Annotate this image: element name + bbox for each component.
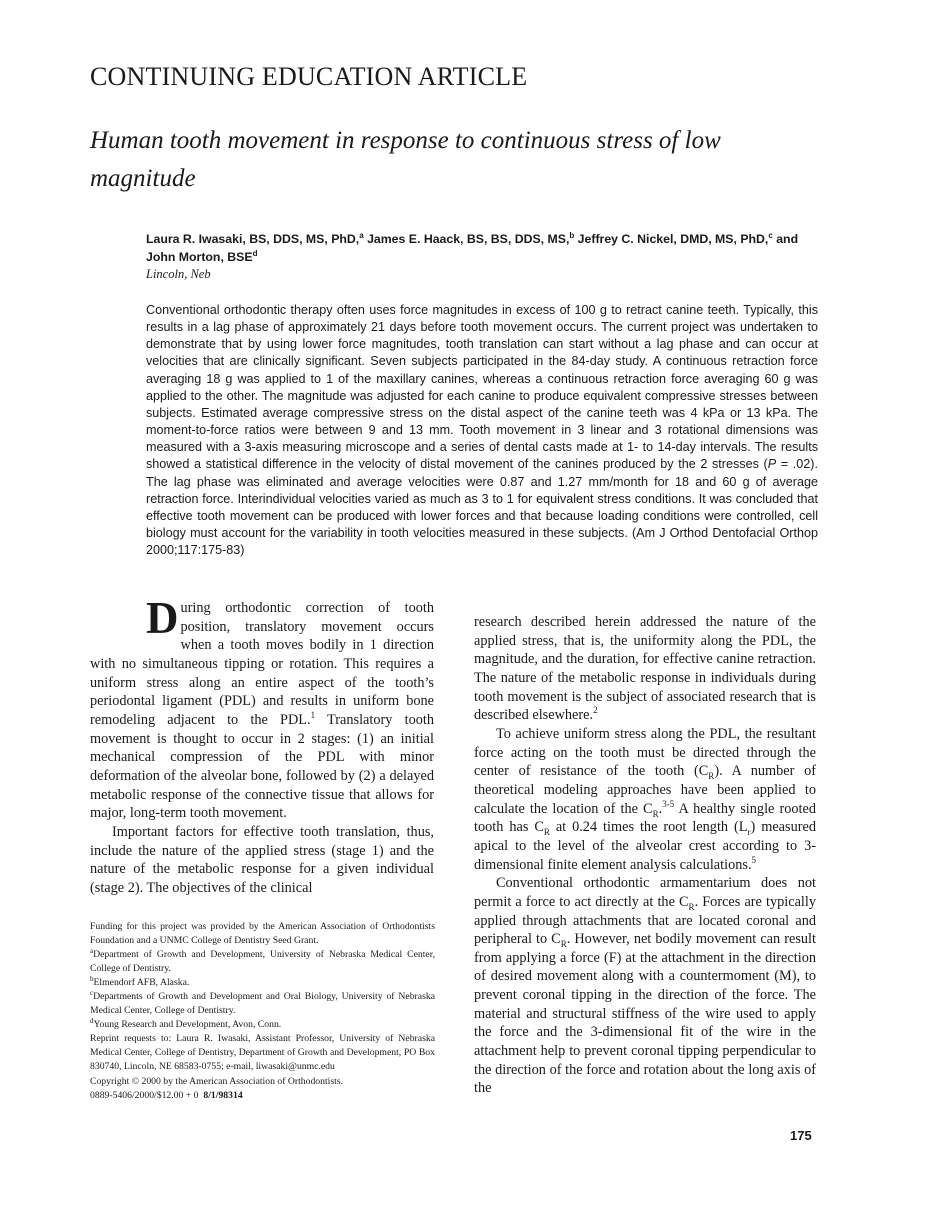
subscript: R xyxy=(652,808,659,819)
page-number: 175 xyxy=(790,1128,812,1143)
abstract-text: = .02). The lag phase was eliminated and average velocities were 0.87 and 1.27 mm/month for 18 and 60 g of average retraction force. Interindividual velocities varied as much as 3 to 1 for equivalent stress conditions. It was concluded that effective tooth movement can be produced with lower forces and that because loading conditions were controlled, cell biology must account for the variability in tooth velocities measured in these subjects. (Am J Orthod Dentofacial Orthop 2000;117:175-83) xyxy=(146,457,818,558)
body-text: . Forces are typically applied through attachments that are located coronal and peripheral to C xyxy=(474,893,817,948)
body-text: at 0.24 times the root length (L xyxy=(549,819,748,836)
abstract-text: Conventional orthodontic therapy often uses force magnitudes in excess of 100 g to retract canine teeth. Typically, this results in a lag phase of approximately 21 days before tooth movement occurs. The current project was undertaken to demonstrate that by using lower force magnitudes, tooth translation can start without a lag phase and can occur at velocities that are clinically significant. Seven subjects participated in the 84-day study. A continuous retraction force averaging 18 g was applied to 1 of the maxillary canines, whereas a continuous retraction force averaging 60 g was applied to the other. The magnitude was adjusted for each canine to produce equivalent compressive stresses between subjects. Estimated average compressive stress on the distal aspect of the canine teeth was 4 kPa or 13 kPa. The moment-to-force ratios were between 9 and 13 mm. Tooth movement in 3 linear and 3 rotational dimensions was measured with a 3-axis measuring microscope and a series of dental casts made at 1- to 14-day intervals. The results showed a statistical difference in the velocity of distal movement of the canines produced by the 2 stresses ( xyxy=(146,303,818,472)
footnote-copyright: Copyright © 2000 by the American Association of Orthodontists. xyxy=(90,1075,344,1087)
footnote-text: 0889-5406/2000/$12.00 + 0 xyxy=(90,1089,204,1101)
body-text: Conventional orthodontic armamentarium does not permit a force to act directly at the C xyxy=(474,875,816,910)
body-text: research described herein addressed the nature of the applied stress, that is, the uniformity along the PDL, the magnitude, and the duration, for effective canine retraction. The nature of the metabolic response in individuals during tooth movement is the subject of associated research that is described elsewhere. xyxy=(474,614,816,724)
body-paragraph: Important factors for effective tooth translation, thus, include the nature of the applied stress (stage 1) and the nature of the metabolic response for a given individual (stage 2). The objectives of the clinical xyxy=(90,823,434,896)
body-column-left xyxy=(90,593,434,898)
body-paragraph xyxy=(474,874,816,1098)
body-column-right xyxy=(474,613,816,1098)
affiliation-mark: d xyxy=(90,1017,94,1026)
author-name: Laura R. Iwasaki, BS, DDS, MS, PhD, xyxy=(146,232,360,246)
footnote-affiliation xyxy=(90,990,435,1018)
footnote-affiliation xyxy=(90,948,435,976)
body-text: . However, net bodily movement can result from applying a force (F) at the attachment in the direction of desired movement along with a countermoment (M), to prevent coronal tipping in the direction of the force. The material and structural stiffness of the wire used to apply the force and the 3-dimensional fit of the wire in the attachment help to prevent coronal tipping perpendicular to the direction of the force and rotation about the long axis of the xyxy=(474,931,816,1097)
footnote-text: Department of Growth and Development, University of Nebraska Medical Center, College of Dentistry. xyxy=(90,949,435,975)
footnotes xyxy=(90,920,435,1103)
author-name: and John Morton, BSE xyxy=(146,232,799,264)
footnote-code xyxy=(90,1089,435,1103)
reference-mark: 2 xyxy=(593,705,598,716)
author-list xyxy=(146,230,806,266)
footnote-reprint: Reprint requests to: Laura R. Iwasaki, Assistant Professor, University of Nebraska Medical Center, College of Dentistry, Department of Growth and Development, PO Box 830740, Lincoln, NE 68583-0755; e-mail, liwasaki@unmc.edu xyxy=(90,1033,435,1073)
body-text: A healthy single rooted tooth has C xyxy=(474,800,816,836)
author-location: Lincoln, Neb xyxy=(146,267,211,281)
body-text: uring orthodontic correction of tooth position, translatory movement occurs when a tooth moves bodily in 1 direction with no simultaneous tipping or rotation. This requires a uniform stress along an entire aspect of the tooth’s periodontal ligament (PDL) and results in uniform bone remodeling adjacent to the PDL. xyxy=(90,600,434,728)
footnote-text: Departments of Growth and Development and Oral Biology, University of Nebraska Medical Center, College of Dentistry. xyxy=(90,991,435,1017)
reference-mark: 5 xyxy=(751,854,757,865)
subscript: r xyxy=(747,827,751,838)
body-paragraph xyxy=(474,725,816,874)
article-title: Human tooth movement in response to continuous stress of low magnitude xyxy=(90,127,721,192)
affiliation-mark: b xyxy=(90,974,94,983)
affiliation-mark: c xyxy=(90,989,94,997)
subscript: R xyxy=(688,901,695,912)
body-text: Translatory tooth movement is thought to occur in 2 stages: (1) an initial mechanical compression of the PDL with minor deformation of the alveolar bone, followed by (2) a delayed metabolic response of the connective tissue that allows for major, long-term tooth movement. xyxy=(90,711,434,822)
subscript: R xyxy=(543,827,550,838)
reference-mark: 3-5 xyxy=(662,798,675,809)
footnote-affiliation xyxy=(90,1018,435,1032)
body-text: ) measured apical to the level of the alveolar crest according to 3-dimensional finite element analysis calculations. xyxy=(474,819,816,873)
p-value-symbol: P xyxy=(767,457,777,472)
drop-cap: D xyxy=(146,593,179,643)
section-heading: CONTINUING EDUCATION ARTICLE xyxy=(90,62,528,91)
affiliation-mark: c xyxy=(768,230,773,240)
affiliation-mark: b xyxy=(569,230,575,240)
footnote-affiliation xyxy=(90,976,435,990)
subscript: R xyxy=(708,771,715,782)
footnote-text: Young Research and Development, Avon, Conn. xyxy=(93,1019,282,1031)
author-name: Jeffrey C. Nickel, DMD, MS, PhD, xyxy=(574,232,769,246)
body-text: To achieve uniform stress along the PDL, the resultant force acting on the tooth must be directed through the center of resistance of the tooth (C xyxy=(474,725,816,780)
footnote-code-bold: 8/1/98314 xyxy=(203,1089,243,1101)
footnote-funding: Funding for this project was provided by the American Association of Orthodontists Foundation and a UNMC College of Dentistry Seed Grant. xyxy=(90,921,435,947)
affiliation-mark: a xyxy=(359,230,364,240)
abstract xyxy=(146,302,818,559)
affiliation-mark: a xyxy=(90,946,94,955)
subscript: R xyxy=(560,939,567,950)
body-paragraph xyxy=(474,613,816,725)
footnote-text: Elmendorf AFB, Alaska. xyxy=(93,977,190,989)
body-paragraph xyxy=(90,593,434,823)
reference-mark: 1 xyxy=(310,710,316,721)
body-text: ). A number of theoretical modeling approaches have been applied to calculate the location of the C xyxy=(474,763,816,817)
body-text: . xyxy=(658,800,663,817)
affiliation-mark: d xyxy=(252,248,258,258)
author-name: James E. Haack, BS, BS, DDS, MS, xyxy=(363,232,570,246)
